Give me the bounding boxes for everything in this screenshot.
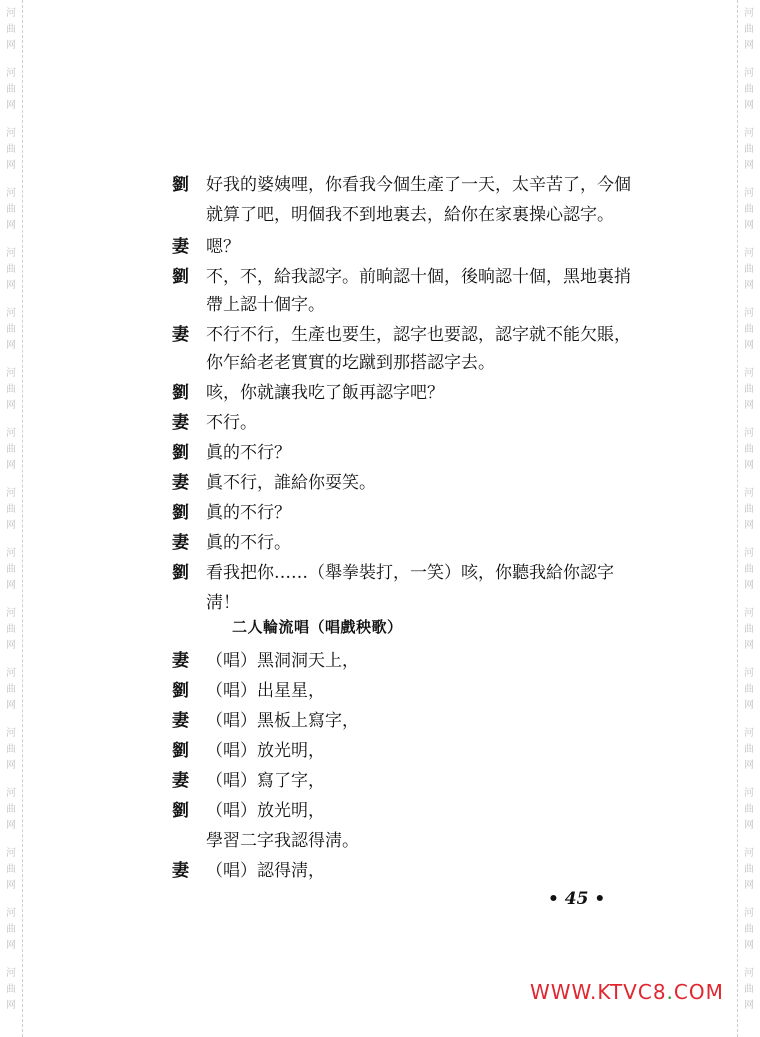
- watermark-char: 河: [6, 968, 16, 979]
- watermark-char: 网: [6, 820, 16, 831]
- watermark-char: 网: [744, 940, 754, 951]
- watermark-char: 河: [744, 728, 754, 739]
- watermark-char: 网: [6, 700, 16, 711]
- watermark-char: 网: [6, 520, 16, 531]
- watermark-char: 网: [744, 100, 754, 111]
- speaker-name: 妻: [172, 711, 189, 731]
- watermark-char: 河: [744, 488, 754, 499]
- watermark-char: 网: [6, 100, 16, 111]
- section-heading: 二人輪流唱（唱戲秧歌）: [232, 618, 403, 636]
- page-number: • 45 •: [548, 889, 606, 909]
- dialogue-line: 不行不行，生產也要生，認字也要認，認字就不能欠賬，: [206, 325, 631, 345]
- watermark-char: 曲: [6, 24, 16, 35]
- watermark-char: 河: [6, 488, 16, 499]
- watermark-char: 曲: [744, 864, 754, 875]
- site-url-main: WWW.KTVC8: [530, 980, 667, 1004]
- watermark-char: 河: [744, 968, 754, 979]
- dialogue-line: 好我的婆姨哩，你看我今個生產了一天，太辛苦了，今個: [206, 175, 631, 195]
- watermark-char: 河: [6, 128, 16, 139]
- watermark-char: 曲: [6, 984, 16, 995]
- dialogue-continuation: 帶上認十個字。: [206, 295, 325, 315]
- watermark-char: 河: [6, 728, 16, 739]
- watermark-char: 曲: [744, 804, 754, 815]
- watermark-char: 网: [6, 460, 16, 471]
- watermark-char: 网: [6, 400, 16, 411]
- watermark-char: 曲: [6, 324, 16, 335]
- watermark-char: 河: [6, 548, 16, 559]
- watermark-char: 曲: [744, 384, 754, 395]
- speaker-name: 劉: [172, 383, 189, 403]
- watermark-char: 河: [744, 548, 754, 559]
- watermark-char: 河: [6, 248, 16, 259]
- watermark-char: 曲: [744, 444, 754, 455]
- watermark-char: 曲: [6, 564, 16, 575]
- speaker-name: 劉: [172, 443, 189, 463]
- watermark-char: 河: [6, 608, 16, 619]
- watermark-char: 河: [744, 128, 754, 139]
- watermark-char: 河: [6, 188, 16, 199]
- watermark-char: 河: [6, 428, 16, 439]
- speaker-name: 劉: [172, 801, 189, 821]
- watermark-char: 曲: [6, 624, 16, 635]
- speaker-name: 妻: [172, 533, 189, 553]
- watermark-char: 曲: [744, 624, 754, 635]
- speaker-name: 妻: [172, 237, 189, 257]
- watermark-char: 网: [744, 1000, 754, 1011]
- dialogue-continuation: 學習二字我認得淸。: [206, 831, 359, 851]
- dialogue-line: 不，不，給我認字。前晌認十個，後晌認十個，黑地裏捎: [206, 267, 631, 287]
- watermark-char: 河: [744, 788, 754, 799]
- dialogue-line: （唱）放光明，: [206, 741, 325, 761]
- watermark-char: 网: [744, 700, 754, 711]
- watermark-char: 曲: [6, 744, 16, 755]
- watermark-char: 曲: [6, 444, 16, 455]
- watermark-char: 网: [6, 280, 16, 291]
- dialogue-line: 不行。: [206, 413, 257, 433]
- dialogue-continuation: 就算了吧，明個我不到地裏去，給你在家裏操心認字。: [206, 205, 614, 225]
- watermark-char: 网: [6, 340, 16, 351]
- watermark-char: 网: [744, 340, 754, 351]
- watermark-char: 网: [744, 280, 754, 291]
- watermark-char: 网: [6, 940, 16, 951]
- watermark-char: 曲: [744, 324, 754, 335]
- watermark-char: 曲: [744, 204, 754, 215]
- watermark-char: 河: [744, 248, 754, 259]
- watermark-char: 网: [744, 520, 754, 531]
- watermark-char: 网: [6, 1000, 16, 1011]
- watermark-char: 网: [744, 880, 754, 891]
- watermark-char: 网: [6, 880, 16, 891]
- site-url: [530, 980, 724, 1004]
- watermark-char: 河: [6, 848, 16, 859]
- watermark-char: 网: [6, 760, 16, 771]
- watermark-char: 河: [6, 788, 16, 799]
- watermark-char: 曲: [6, 504, 16, 515]
- watermark-char: 网: [744, 640, 754, 651]
- dialogue-line: 眞的不行？: [206, 443, 291, 463]
- watermark-char: 曲: [6, 84, 16, 95]
- speaker-name: 劉: [172, 503, 189, 523]
- watermark-char: 曲: [6, 684, 16, 695]
- dialogue-line: 眞的不行。: [206, 533, 291, 553]
- speaker-name: 妻: [172, 325, 189, 345]
- watermark-char: 网: [6, 640, 16, 651]
- watermark-char: 河: [6, 8, 16, 19]
- watermark-char: 网: [6, 40, 16, 51]
- dialogue-line: 眞的不行？: [206, 503, 291, 523]
- watermark-char: 网: [744, 400, 754, 411]
- site-url-dot: .: [666, 980, 674, 1004]
- dialogue-line: 咳，你就讓我吃了飯再認字吧？: [206, 383, 444, 403]
- dialogue-line: 看我把你……（舉拳裝打，一笑）咳，你聽我給你認字: [206, 563, 614, 583]
- watermark-char: 河: [6, 308, 16, 319]
- watermark-char: 曲: [6, 264, 16, 275]
- watermark-char: 网: [744, 820, 754, 831]
- watermark-char: 河: [744, 68, 754, 79]
- watermark-char: 河: [744, 848, 754, 859]
- watermark-char: 河: [6, 68, 16, 79]
- watermark-char: 曲: [6, 864, 16, 875]
- speaker-name: 妻: [172, 413, 189, 433]
- watermark-char: 河: [744, 8, 754, 19]
- speaker-name: 劉: [172, 681, 189, 701]
- watermark-char: 曲: [744, 564, 754, 575]
- watermark-char: 曲: [6, 384, 16, 395]
- watermark-char: 河: [6, 908, 16, 919]
- watermark-char: 河: [744, 188, 754, 199]
- watermark-char: 网: [744, 160, 754, 171]
- speaker-name: 劉: [172, 267, 189, 287]
- watermark-char: 曲: [744, 984, 754, 995]
- dialogue-line: （唱）寫了字，: [206, 771, 325, 791]
- speaker-name: 妻: [172, 651, 189, 671]
- watermark-char: 网: [744, 580, 754, 591]
- watermark-char: 河: [744, 428, 754, 439]
- watermark-char: 河: [744, 608, 754, 619]
- watermark-char: 曲: [6, 804, 16, 815]
- dialogue-continuation: 淸！: [206, 593, 240, 613]
- watermark-char: 曲: [744, 264, 754, 275]
- watermark-char: 曲: [744, 924, 754, 935]
- dialogue-line: （唱）放光明，: [206, 801, 325, 821]
- watermark-char: 曲: [744, 144, 754, 155]
- watermark-char: 曲: [6, 204, 16, 215]
- watermark-char: 曲: [6, 924, 16, 935]
- watermark-char: 曲: [744, 504, 754, 515]
- dialogue-line: 嗯？: [206, 237, 240, 257]
- watermark-char: 网: [6, 580, 16, 591]
- watermark-char: 曲: [744, 744, 754, 755]
- watermark-char: 河: [6, 368, 16, 379]
- speaker-name: 妻: [172, 771, 189, 791]
- watermark-char: 河: [744, 668, 754, 679]
- watermark-char: 河: [744, 308, 754, 319]
- watermark-char: 河: [744, 368, 754, 379]
- watermark-char: 曲: [744, 24, 754, 35]
- speaker-name: 妻: [172, 861, 189, 881]
- watermark-char: 网: [744, 760, 754, 771]
- speaker-name: 妻: [172, 473, 189, 493]
- speaker-name: 劉: [172, 741, 189, 761]
- site-url-tld: COM: [673, 980, 724, 1004]
- watermark-char: 网: [6, 160, 16, 171]
- watermark-char: 网: [744, 40, 754, 51]
- dialogue-continuation: 你乍給老老實實的圪蹴到那搭認字去。: [206, 353, 495, 373]
- dialogue-line: （唱）認得淸，: [206, 861, 325, 881]
- dialogue-line: （唱）黑洞洞天上，: [206, 651, 359, 671]
- watermark-char: 曲: [744, 684, 754, 695]
- dialogue-line: （唱）出星星，: [206, 681, 325, 701]
- watermark-char: 网: [744, 220, 754, 231]
- watermark-char: 曲: [6, 144, 16, 155]
- watermark-char: 网: [744, 460, 754, 471]
- speaker-name: 劉: [172, 175, 189, 195]
- speaker-name: 劉: [172, 563, 189, 583]
- watermark-char: 曲: [744, 84, 754, 95]
- dialogue-line: 眞不行，誰給你耍笑。: [206, 473, 376, 493]
- watermark-char: 河: [744, 908, 754, 919]
- watermark-char: 网: [6, 220, 16, 231]
- dialogue-line: （唱）黑板上寫字，: [206, 711, 359, 731]
- watermark-char: 河: [6, 668, 16, 679]
